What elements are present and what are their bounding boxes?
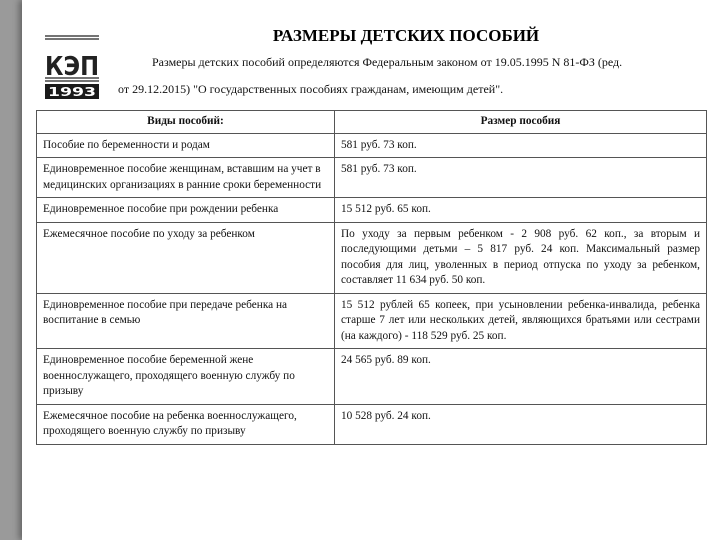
table-row — [37, 349, 707, 405]
table-row — [37, 293, 707, 349]
header-benefit-amount: Размер пособия — [335, 111, 707, 134]
benefit-amount-cell: 581 руб. 73 коп. — [335, 133, 707, 158]
table-row — [37, 158, 707, 198]
benefit-type-cell: Ежемесячное пособие по уходу за ребенком — [37, 222, 335, 293]
benefit-amount-cell: 15 512 руб. 65 коп. — [335, 198, 707, 223]
table-row — [37, 133, 707, 158]
table-row — [37, 404, 707, 444]
benefit-type-cell: Единовременное пособие при рождении ребенка — [37, 198, 335, 223]
logo-letters: КЭП — [45, 52, 99, 82]
table-header-row — [37, 111, 707, 134]
header-benefit-type: Виды пособий: — [37, 111, 335, 134]
page-title: РАЗМЕРЫ ДЕТСКИХ ПОСОБИЙ — [272, 26, 540, 45]
benefit-type-cell: Единовременное пособие женщинам, вставшим на учет в медицинских организациях в ранние сроки беременности — [37, 158, 335, 198]
benefit-amount-cell: 10 528 руб. 24 коп. — [335, 404, 707, 444]
table-row — [37, 198, 707, 223]
benefit-amount-cell: 581 руб. 73 коп. — [335, 158, 707, 198]
intro-line-2: от 29.12.2015) "О государственных пособиях гражданам, имеющим детей". — [118, 82, 504, 96]
benefit-type-cell: Пособие по беременности и родам — [37, 133, 335, 158]
logo-year: 1993 — [48, 85, 96, 99]
benefit-amount-cell: 15 512 рублей 65 копеек, при усыновлении ребенка-инвалида, ребенка старше 7 лет или нескольких детей, являющихся братьями или сестрами (на каждого) - 118 529 руб. 25 коп. — [335, 293, 707, 349]
benefit-type-cell: Ежемесячное пособие на ребенка военнослужащего, проходящего военную службу по призыву — [37, 404, 335, 444]
intro-line-1: Размеры детских пособий определяются Федеральным законом от 19.05.1995 N 81-ФЗ (ред. — [152, 55, 623, 69]
table-row — [37, 222, 707, 293]
document-page — [22, 0, 720, 540]
benefit-type-cell: Единовременное пособие беременной жене военнослужащего, проходящего военную службу по призыву — [37, 349, 335, 405]
benefit-type-cell: Единовременное пособие при передаче ребенка на воспитание в семью — [37, 293, 335, 349]
benefits-table — [36, 110, 707, 445]
benefit-amount-cell: 24 565 руб. 89 коп. — [335, 349, 707, 405]
benefit-amount-cell: По уходу за первым ребенком - 2 908 руб. 62 коп., за вторым и последующими детьми – 5 817 руб. 24 коп. Максимальный размер пособия для лиц, уволенных в период отпуска по уходу за ребенком, составляет 11 634 руб. 50 коп. — [335, 222, 707, 293]
